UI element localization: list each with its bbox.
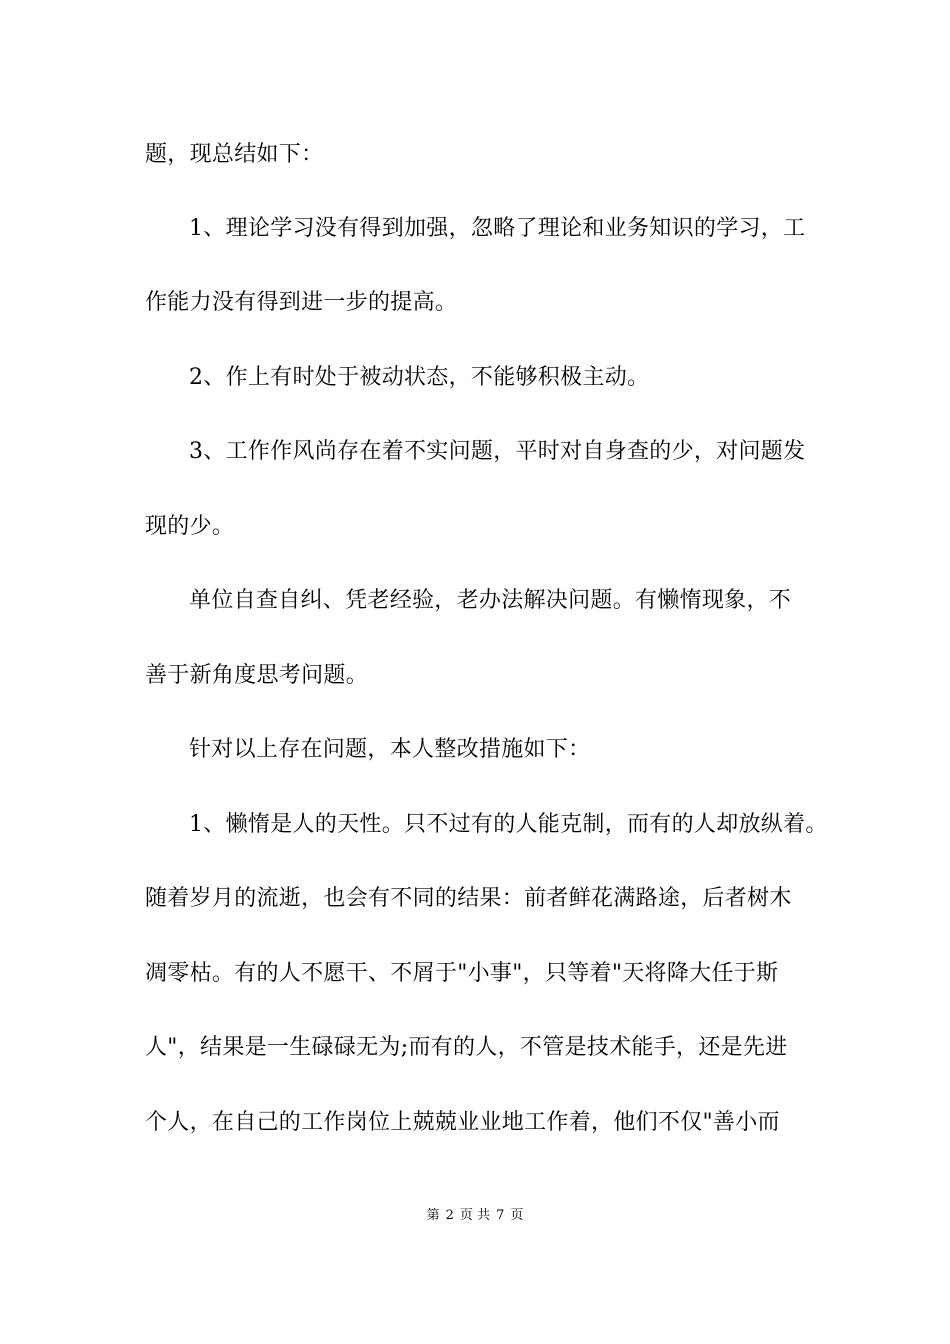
text-line: 现的少。 [145,514,235,539]
text-line: 人"，结果是一生碌碌无为;而有的人，不管是技术能手，还是先进 [145,1035,788,1060]
page-footer [0,1207,950,1225]
text-line: 单位自查自纠、凭老经验，老办法解决问题。有懒惰现象，不 [189,588,792,613]
footer-suffix: 页 [510,1208,524,1223]
text-line: 1、懒惰是人的天性。只不过有的人能克制，而有的人却放纵着。 [189,812,828,837]
text-line: 个人，在自己的工作岗位上兢兢业业地工作着，他们不仅"善小而 [145,1110,780,1135]
text-line: 1、理论学习没有得到加强，忽略了理论和业务知识的学习，工 [189,216,806,241]
text-line: 3、工作作风尚存在着不实问题，平时对自身查的少，对问题发 [189,439,806,464]
total-pages-number: 7 [496,1208,505,1223]
footer-prefix: 第 [426,1208,440,1223]
text-line: 凋零枯。有的人不愿干、不屑于"小事"，只等着"天将降大任于斯 [145,961,779,986]
text-line: 作能力没有得到进一步的提高。 [145,290,458,315]
text-line: 随着岁月的流逝，也会有不同的结果：前者鲜花满路途，后者树木 [145,886,792,911]
text-line: 题，现总结如下： [145,142,324,167]
text-line: 针对以上存在问题，本人整改措施如下： [189,737,591,762]
current-page-number: 2 [445,1208,454,1223]
text-line: 善于新角度思考问题。 [145,663,369,688]
text-line: 2、作上有时处于被动状态，不能够积极主动。 [189,365,650,390]
footer-middle: 页 共 [459,1208,491,1223]
